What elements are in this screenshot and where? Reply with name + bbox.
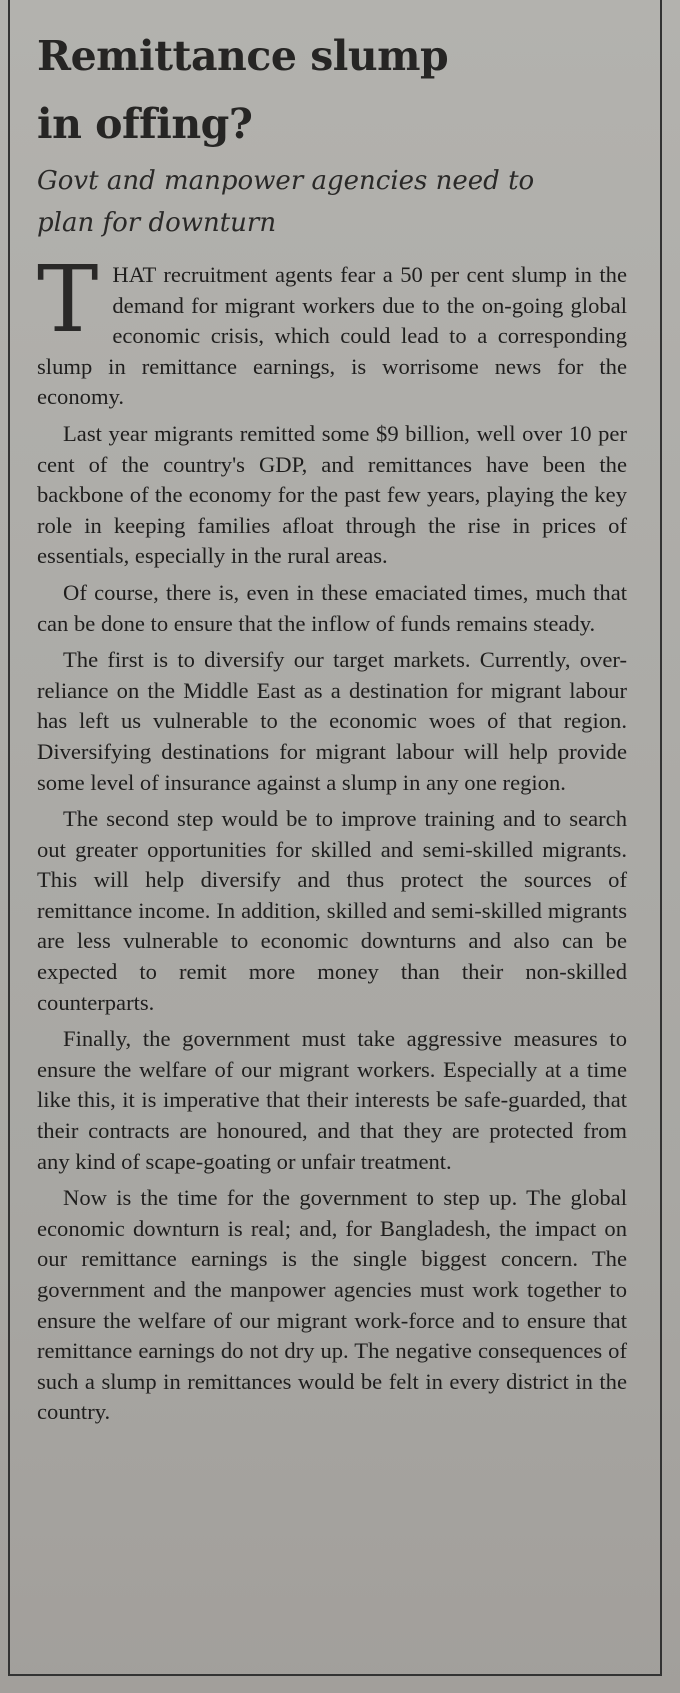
- paragraph-1-text: HAT recruitment agents fear a 50 per cent slump in the demand for migrant workers due to the on-going global economic crisis, which could lead to a corresponding slump in remittance earnings, is worrisome news for the economy.: [37, 262, 627, 410]
- paragraph-4: The first is to diversify our target markets. Currently, over-reliance on the Middle East as a destination for migrant labour has left us vulnerable to the economic woes of that region. Diversifying destinations for migrant labour will help provide some level of insurance against a slump in any one region.: [37, 647, 627, 795]
- headline: [37, 22, 627, 158]
- paragraph-6: Finally, the government must take aggressive measures to ensure the welfare of our migrant workers. Especially at a time like this, it is imperative that their interests be safe-guarded, that their contracts are honoured, and that they are protected from any kind of scape-goating or unfair treatment.: [37, 1026, 627, 1174]
- paragraph-7: Now is the time for the government to step up. The global economic downturn is real; and, for Bangladesh, the impact on our remittance earnings is the single biggest concern. The government and the manpower agencies must work together to ensure the welfare of our migrant work-force and to ensure that remittance earnings do not dry up. The negative consequences of such a slump in remittances would be felt in every district in the country.: [37, 1185, 627, 1425]
- article-body: [37, 246, 627, 1428]
- headline-line-1: Remittance slump: [37, 32, 449, 80]
- standfirst: Govt and manpower agencies need to plan for downturn: [37, 166, 535, 238]
- paragraph-5: The second step would be to improve training and to search out greater opportunities for skilled and semi-skilled migrants. This will help diversify and thus protect the sources of remittance income. In addition, skilled and semi-skilled migrants are less vulnerable to economic downturns and also can be expected to remit more money than their non-skilled counterparts.: [37, 806, 627, 1015]
- headline-line-2: in offing?: [37, 100, 253, 148]
- editorial-article: [37, 22, 627, 1434]
- paragraph-1: [37, 246, 627, 413]
- paragraph-3: Of course, there is, even in these emaciated times, much that can be done to ensure that the inflow of funds remains steady.: [37, 579, 627, 636]
- drop-cap: T: [37, 246, 99, 353]
- paragraph-2: Last year migrants remitted some $9 billion, well over 10 per cent of the country's GDP, and remittances have been the backbone of the economy for the past few years, playing the key role in keeping families afloat through the rise in prices of essentials, especially in the rural areas.: [37, 420, 627, 569]
